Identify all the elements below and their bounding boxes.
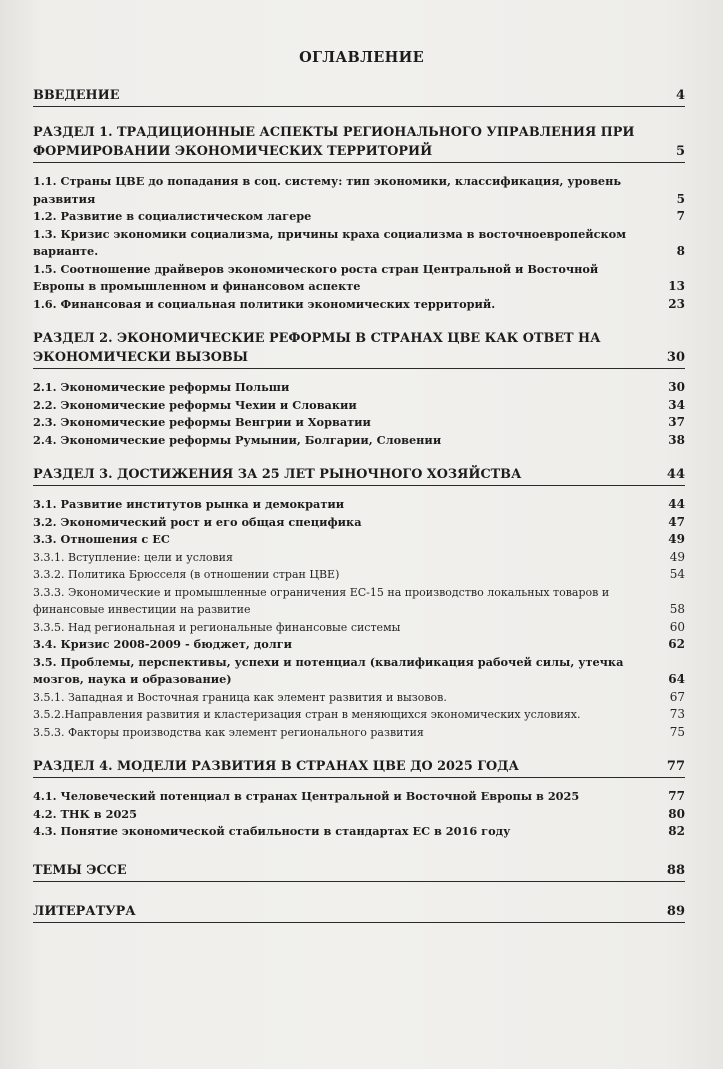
toc-entry-page: 54 [669, 567, 685, 581]
toc-entry-page: 62 [668, 637, 685, 651]
toc-section-3-5[interactable] [33, 654, 685, 689]
toc-entry-page: 77 [666, 759, 685, 774]
toc-section-3-3-5[interactable] [33, 619, 685, 637]
toc-section-2-2[interactable] [33, 397, 685, 415]
toc-section-3-3-1[interactable] [33, 549, 685, 567]
toc-entry-text: 3.4. Кризис 2008-2009 - бюджет, долги [33, 637, 293, 651]
toc-entry-text: 3.3.5. Над региональная и региональные финансовые системы [33, 620, 401, 634]
toc-section-1-2[interactable] [33, 208, 685, 226]
toc-section-3-3-2[interactable] [33, 566, 685, 584]
toc-entry-page: 89 [666, 903, 685, 919]
toc-chapter-1[interactable] [33, 123, 685, 163]
toc-section-4-1[interactable] [33, 788, 685, 806]
toc-entry-page: 49 [669, 549, 685, 564]
toc-section-3-5-2[interactable] [33, 706, 685, 724]
toc-entry-page: 77 [668, 789, 685, 803]
toc-entry-page: 4 [675, 88, 685, 103]
toc-entry-page: 8 [676, 244, 685, 258]
toc-section-1-1[interactable] [33, 173, 685, 208]
toc-chapter-essay-topics[interactable] [33, 861, 685, 882]
toc-entry-text: ВВЕДЕНИЕ [33, 88, 120, 103]
toc-entry-text: 3.3. Отношения с ЕС [33, 532, 170, 546]
toc-entry-text: 3.3.2. Политика Брюсселя (в отношении стран ЦВЕ) [33, 568, 340, 581]
toc-entry-text: 1.1. Страны ЦВЕ до попадания в соц. систему: тип экономики, классификация, уровень развития [33, 174, 622, 206]
toc-entry-page: 73 [669, 707, 685, 721]
toc-entry-page: 30 [668, 380, 685, 394]
toc-entry-page: 5 [675, 144, 685, 159]
toc-entry-page: 58 [669, 602, 685, 616]
toc-entry-page: 64 [668, 672, 685, 686]
toc-section-3-5-3[interactable] [33, 724, 685, 742]
toc-entry-text: ТЕМЫ ЭССЕ [33, 862, 127, 878]
toc-entry-text: 3.5.2.Направления развития и кластеризация стран в меняющихся экономических условиях. [33, 708, 581, 721]
toc-entry-text: 3.5.3. Факторы производства как элемент регионального развития [33, 725, 424, 739]
toc-entry-page: 44 [666, 467, 685, 482]
page-title: ОГЛАВЛЕНИЕ [299, 49, 424, 66]
toc-entry-page: 7 [676, 209, 685, 223]
toc-entry-text: 3.5.1. Западная и Восточная граница как элемент развития и вызовов. [33, 690, 447, 704]
toc-entry-page: 67 [669, 689, 685, 704]
toc-entry-page: 37 [668, 415, 685, 429]
toc-entry-page: 13 [668, 279, 685, 293]
toc-entry-text: 1.5. Соотношение драйверов экономического роста стран Центральной и Восточной Европы в промышленном и финансовом аспекте [33, 261, 599, 293]
toc-entry-text: 4.1. Человеческий потенциал в странах Центральной и Восточной Европы в 2025 [33, 789, 580, 803]
toc-entry-text: 3.5. Проблемы, перспективы, успехи и потенциал (квалификация рабочей силы, утечка мозгов, наука и образование) [33, 654, 624, 686]
toc-entry-text: 2.4. Экономические реформы Румынии, Болгарии, Словении [33, 432, 442, 447]
toc-entry-text: 3.3.1. Вступление: цели и условия [33, 550, 233, 564]
toc-entry-text: РАЗДЕЛ 1. ТРАДИЦИОННЫЕ АСПЕКТЫ РЕГИОНАЛЬНОГО УПРАВЛЕНИЯ ПРИ ФОРМИРОВАНИИ ЭКОНОМИЧЕСКИХ ТЕРРИТОРИЙ [33, 125, 635, 159]
toc-entry-text: 1.6. Финансовая и социальная политики экономических территорий. [33, 296, 496, 311]
toc-entry-text: 4.3. Понятие экономической стабильности в стандартах ЕС в 2016 году [33, 824, 511, 838]
toc-entry-text: 1.2. Развитие в социалистическом лагере [33, 209, 312, 223]
toc-entry-page: 88 [666, 862, 685, 878]
toc-entry-text: РАЗДЕЛ 4. МОДЕЛИ РАЗВИТИЯ В СТРАНАХ ЦВЕ ДО 2025 ГОДА [33, 759, 519, 774]
toc-entry-text: 3.2. Экономический рост и его общая специфика [33, 514, 362, 529]
toc-entry-page: 5 [676, 191, 685, 206]
toc-entry-page: 44 [668, 497, 685, 511]
toc-section-4-3[interactable] [33, 823, 685, 841]
toc-section-3-5-1[interactable] [33, 689, 685, 707]
toc-entry-text: 4.2. ТНК в 2025 [33, 806, 138, 821]
toc-section-3-4[interactable] [33, 636, 685, 654]
toc-entry-text: 3.1. Развитие институтов рынка и демократии [33, 497, 345, 511]
toc-chapter-3[interactable] [33, 465, 685, 486]
toc-section-3-3[interactable] [33, 531, 685, 549]
toc-entry-page: 23 [668, 296, 685, 311]
toc-section-3-2[interactable] [33, 514, 685, 532]
toc-entry-text: 2.3. Экономические реформы Венгрии и Хорватии [33, 415, 371, 429]
toc-entry-page: 82 [668, 824, 685, 838]
toc-entry-text: 3.3.3. Экономические и промышленные ограничения ЕС-15 на производство локальных товаров и финансовые инвестиции на развитие [33, 585, 610, 616]
toc-entry-page: 80 [668, 806, 685, 821]
toc-chapter-4[interactable] [33, 757, 685, 778]
toc-chapter-2[interactable] [33, 329, 685, 369]
toc-entry-page: 49 [668, 532, 685, 546]
toc-entry-page: 34 [668, 397, 685, 412]
toc-section-2-3[interactable] [33, 414, 685, 432]
toc-section-2-1[interactable] [33, 379, 685, 397]
toc-entry-page: 38 [668, 432, 685, 447]
toc-entry-page: 75 [669, 724, 685, 739]
toc-entry-text: ЛИТЕРАТУРА [33, 903, 136, 919]
toc-entry-page: 60 [669, 619, 685, 634]
toc-section-3-1[interactable] [33, 496, 685, 514]
toc-section-2-4[interactable] [33, 432, 685, 450]
toc-section-1-5[interactable] [33, 261, 685, 296]
toc-entry-page: 30 [666, 350, 685, 365]
toc-section-4-2[interactable] [33, 806, 685, 824]
toc-chapter-literature[interactable] [33, 902, 685, 923]
toc-entry-text: РАЗДЕЛ 3. ДОСТИЖЕНИЯ ЗА 25 ЛЕТ РЫНОЧНОГО ХОЗЯЙСТВА [33, 467, 522, 482]
toc-entry-text: 1.3. Кризис экономики социализма, причины краха социализма в восточноевропейском варианте. [33, 226, 627, 258]
toc-entry-text: 2.2. Экономические реформы Чехии и Словакии [33, 397, 357, 412]
toc-entry-text: РАЗДЕЛ 2. ЭКОНОМИЧЕСКИЕ РЕФОРМЫ В СТРАНАХ ЦВЕ КАК ОТВЕТ НА ЭКОНОМИЧЕСКИ ВЫЗОВЫ [33, 331, 601, 365]
toc-entry-text: 2.1. Экономические реформы Польши [33, 380, 290, 394]
toc-section-3-3-3[interactable] [33, 584, 685, 619]
table-of-contents [33, 86, 685, 923]
toc-chapter-introduction[interactable] [33, 86, 685, 107]
toc-section-1-6[interactable] [33, 296, 685, 314]
toc-section-1-3[interactable] [33, 226, 685, 261]
toc-entry-page: 47 [668, 514, 685, 529]
